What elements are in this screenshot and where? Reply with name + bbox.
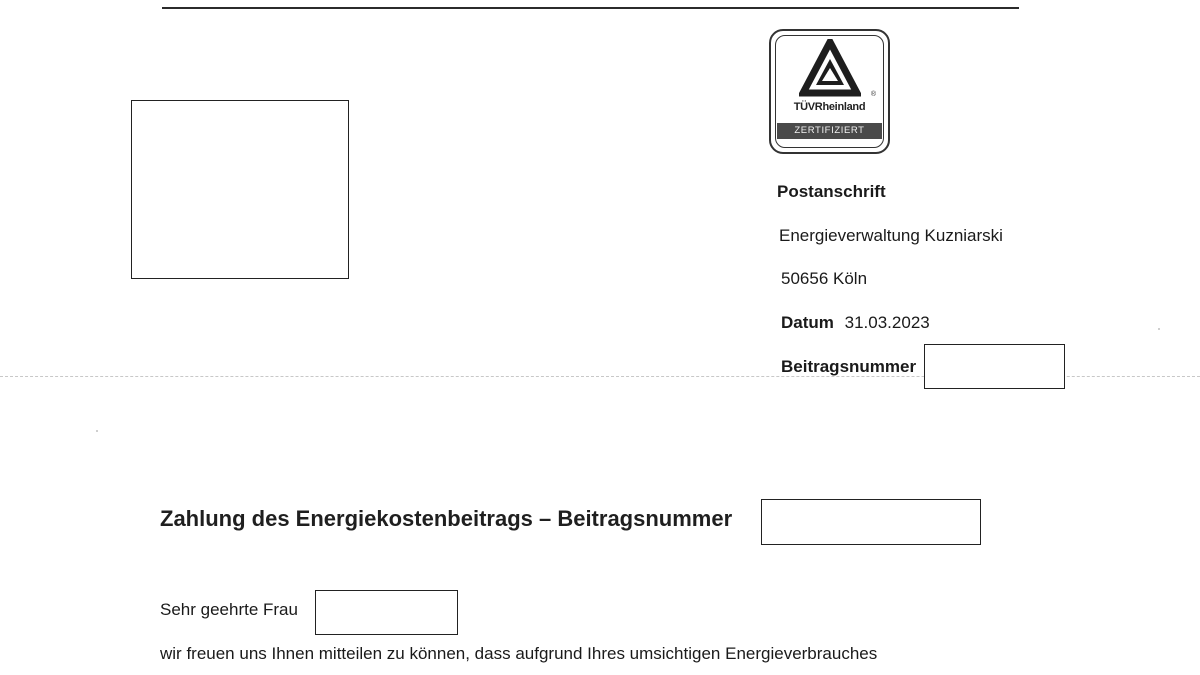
logo-brand-text: TÜVRheinland bbox=[793, 101, 866, 113]
tuv-triangle-icon bbox=[799, 39, 861, 97]
date-line bbox=[781, 313, 930, 333]
registered-mark: ® bbox=[870, 91, 876, 98]
salutation: Sehr geehrte Frau bbox=[160, 600, 298, 619]
postal-address-label: Postanschrift bbox=[777, 182, 886, 201]
date-label: Datum bbox=[781, 313, 834, 332]
sender-company: Energieverwaltung Kuzniarski bbox=[779, 226, 1003, 245]
scan-speck bbox=[96, 430, 98, 432]
redacted-address-box bbox=[131, 100, 349, 279]
redacted-reference-box bbox=[924, 344, 1065, 389]
reference-number-label: Beitragsnummer bbox=[781, 357, 917, 376]
letter-subject: Zahlung des Energiekostenbeitrags – Beitragsnummer bbox=[160, 506, 733, 531]
redacted-recipient-name-box bbox=[315, 590, 458, 635]
tuv-certification-logo bbox=[769, 29, 890, 154]
header-rule bbox=[162, 7, 1019, 9]
scan-speck bbox=[1158, 328, 1160, 330]
letter-body-line: wir freuen uns Ihnen mitteilen zu können, dass aufgrund Ihres umsichtigen Energieverbrauches bbox=[160, 644, 878, 663]
date-value: 31.03.2023 bbox=[844, 313, 930, 332]
logo-certified-band: ZERTIFIZIERT bbox=[777, 123, 882, 139]
sender-city: 50656 Köln bbox=[781, 269, 868, 288]
redacted-subject-number-box bbox=[761, 499, 981, 545]
